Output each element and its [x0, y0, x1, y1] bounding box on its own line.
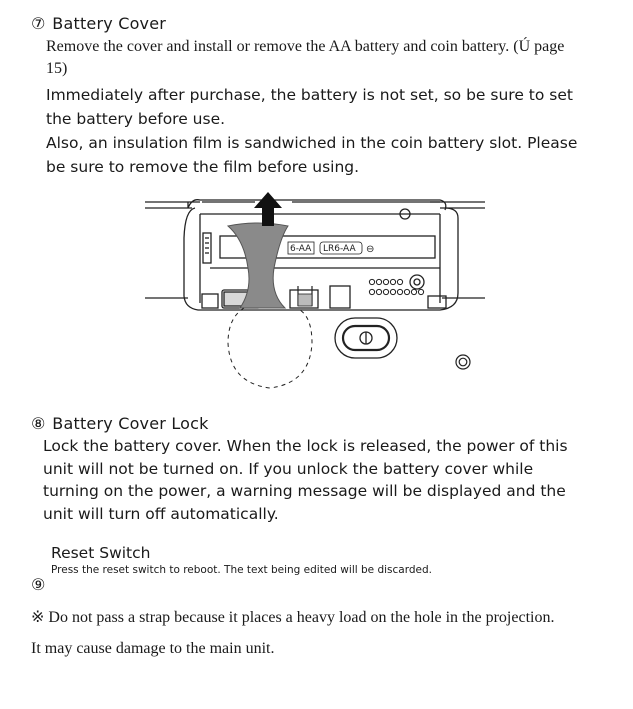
- section-7-intro-line-2: 15): [46, 60, 68, 77]
- reset-switch-icon: [456, 355, 470, 369]
- section-8-body-line-4: unit will turn off automatically.: [43, 504, 279, 523]
- arrow-up-icon: [254, 192, 282, 226]
- section-7-intro: [46, 36, 606, 80]
- section-8-number: ⑧: [31, 414, 46, 433]
- section-9-text: Press the reset switch to reboot. The text being edited will be discarded.: [51, 564, 432, 576]
- strap-loop-dashed: [228, 308, 312, 388]
- minus-symbol: ⊖: [366, 244, 375, 255]
- lock-switch-icon: [335, 318, 397, 358]
- battery-cover-illustration: [140, 178, 490, 398]
- section-8-body-line-3: turning on the power, a warning message will be displayed and the: [43, 482, 566, 500]
- section-7-body-line-1: Immediately after purchase, the battery is not set, so be sure to set: [46, 86, 573, 104]
- damage-warning-note: It may cause damage to the main unit.: [31, 640, 275, 657]
- section-8-body: [43, 435, 603, 525]
- section-7-intro-line-1: Remove the cover and install or remove the AA battery and coin battery. (Ú page: [46, 38, 565, 55]
- coin-holder-dots: [369, 279, 423, 294]
- section-8-body-line-1: Lock the battery cover. When the lock is released, the power of this: [43, 437, 568, 455]
- section-9-number: ⑨: [31, 575, 46, 594]
- section-8-title: Battery Cover Lock: [52, 414, 209, 433]
- section-7-body-line-2: the battery before use.: [46, 110, 226, 128]
- section-9-title: Reset Switch: [51, 544, 151, 562]
- section-7-number: ⑦: [31, 14, 46, 33]
- section-7-body-line-3: Also, an insulation film is sandwiched in the coin battery slot. Please: [46, 134, 578, 152]
- strap-warning-note: ※ Do not pass a strap because it places a heavy load on the hole in the projection.: [31, 609, 555, 626]
- battery-label-left: 6-AA: [290, 244, 312, 254]
- battery-label-right: LR6-AA: [323, 244, 356, 254]
- section-7-title: Battery Cover: [52, 14, 167, 33]
- section-8-body-line-2: unit will not be turned on. If you unlock the battery cover while: [43, 459, 534, 478]
- section-7-body-line-4: be sure to remove the film before using.: [46, 158, 360, 176]
- section-8-heading: [31, 414, 209, 433]
- section-7-body: [46, 83, 606, 179]
- section-7-heading: [31, 14, 166, 33]
